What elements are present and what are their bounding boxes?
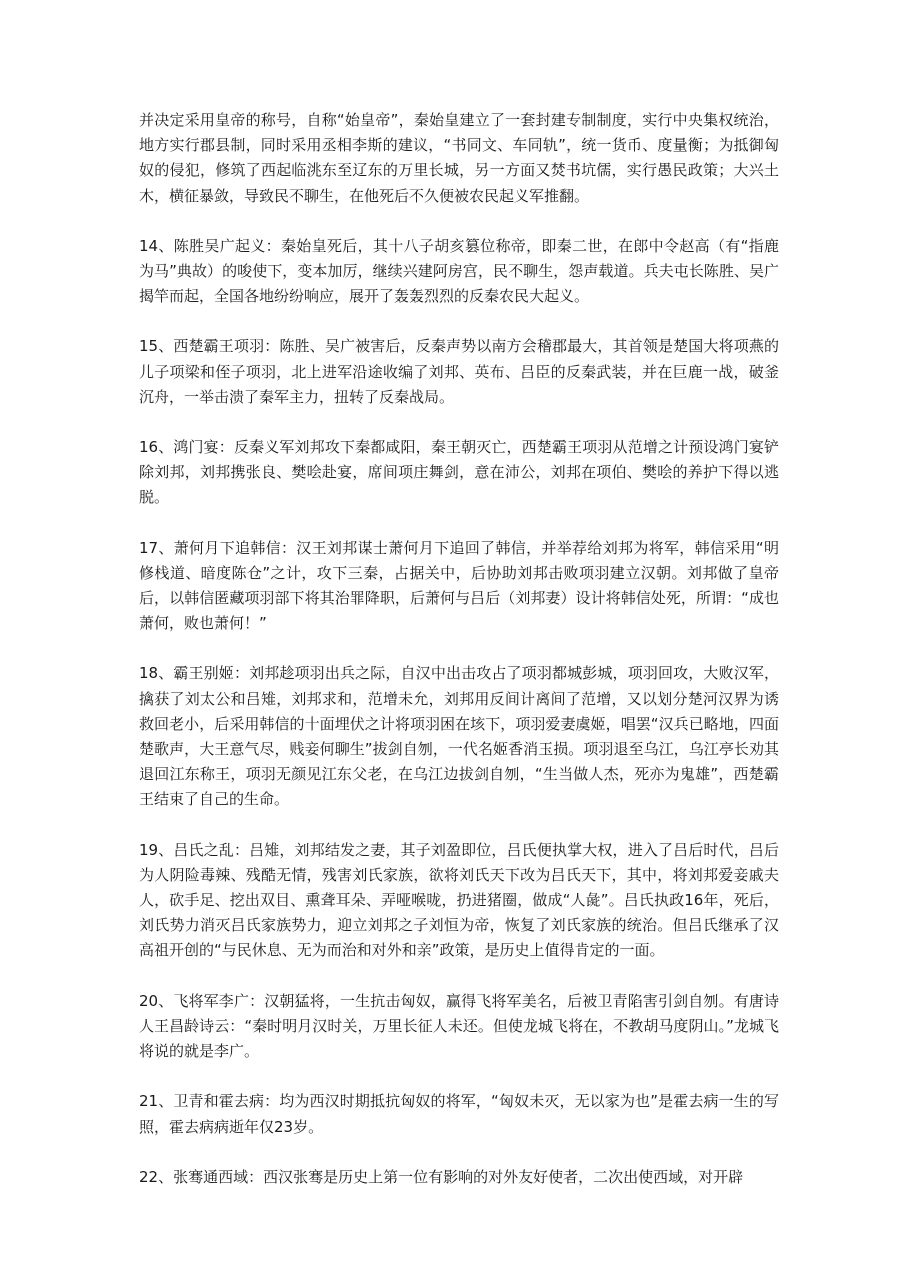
paragraph-text: 反秦义军刘邦攻下秦都咸阳，秦王朝灭亡，西楚霸王项羽从范增之计预设鸿门宴铲除刘邦，刘邦携张良、樊哙赴宴，席间项庄舞剑，意在沛公，刘邦在项伯、樊哙的养护下得以逃脱。 <box>139 438 779 507</box>
paragraph-1 <box>139 108 779 209</box>
paragraph-19 <box>139 838 779 964</box>
paragraph-title: 15、西楚霸王项羽： <box>139 337 280 356</box>
paragraph-22 <box>139 1165 779 1190</box>
paragraph-16 <box>139 435 779 511</box>
paragraph-text: 吕雉，刘邦结发之妻，其子刘盈即位，吕氏便执掌大权，进入了吕后时代，吕后为人阴险毒辣、残酷无情，残害刘氏家族，欲将刘氏天下改为吕氏天下，其中，将刘邦爱妾戚夫人，砍手足、挖出双目、熏聋耳朵、弄哑喉咙，扔进猪圈，做成“人彘”。吕氏执政16年，死后，刘氏势力消灭吕氏家族势力，迎立刘邦之子刘恒为帝，恢复了刘氏家族的统治。但吕氏继承了汉高祖开创的“与民休息、无为而治和对外和亲”政策，是历史上值得肯定的一面。 <box>139 840 779 960</box>
paragraph-title: 19、吕氏之乱： <box>139 840 250 859</box>
paragraph-21 <box>139 1089 779 1139</box>
paragraph-text: 刘邦趁项羽出兵之际，自汉中出击攻占了项羽都城彭城，项羽回攻，大败汉军，擒获了刘太公和吕雉，刘邦求和，范增未允，刘邦用反间计离间了范增，又以划分楚河汉界为诱救回老小，后采用韩信的十面埋伏之计将项羽困在垓下，项羽爱妻虞姬，唱罢“汉兵已略地，四面楚歌声，大王意气尽，贱妾何聊生”拔剑自刎，一代名姬香消玉损。项羽退至乌江，乌江亭长劝其退回江东称王，项羽无颜见江东父老，在乌江边拔剑自刎，“生当做人杰，死亦为鬼雄”，西楚霸王结束了自己的生命。 <box>139 664 779 809</box>
paragraph-text: 陈胜、吴广被害后，反秦声势以南方会稽郡最大，其首领是楚国大将项燕的儿子项梁和侄子项羽，北上进军沿途收编了刘邦、英布、吕臣的反秦武装，并在巨鹿一战，破釜沉舟，一举击溃了秦军主力，扭转了反秦战局。 <box>139 337 779 406</box>
paragraph-title: 17、萧何月下追韩信： <box>139 538 297 557</box>
paragraph-text: 秦始皇死后，其十八子胡亥篡位称帝，即秦二世，在郎中令赵高（有“指鹿为马”典故）的唆使下，变本加厉，继续兴建阿房宫，民不聊生，怨声载道。兵夫屯长陈胜、吴广揭竿而起，全国各地纷纷响应，展开了轰轰烈烈的反秦农民大起义。 <box>139 236 780 306</box>
paragraph-text: 汉王刘邦谋士萧何月下追回了韩信，并举荐给刘邦为将军，韩信采用“明修栈道、暗度陈仓”之计，攻下三秦，占据关中，后协助刘邦击败项羽建立汉朝。刘邦做了皇帝后，以韩信匿藏项羽部下将其治罪降职，后萧何与吕后（刘邦妻）设计将韩信处死，所谓：“成也萧何，败也萧何！” <box>139 538 779 633</box>
paragraph-18 <box>139 661 779 812</box>
paragraph-text: 并决定采用皇帝的称号，自称“始皇帝”，秦始皇建立了一套封建专制制度，实行中央集权统治，地方实行郡县制，同时采用丞相李斯的建议，“书同文、车同轨”，统一货币、度量衡；为抵御匈奴的侵犯，修筑了西起临洮东至辽东的万里长城，另一方面又焚书坑儒，实行愚民政策；大兴土木，横征暴敛，导致民不聊生，在他死后不久便被农民起义军推翻。 <box>139 111 779 205</box>
paragraph-title: 16、鸿门宴： <box>139 438 234 457</box>
paragraph-title: 14、陈胜吴广起义： <box>139 236 281 255</box>
paragraph-17 <box>139 536 779 637</box>
paragraph-text: 西汉张骞是历史上第一位有影响的对外友好使者，二次出使西域，对开辟 <box>263 1167 744 1186</box>
paragraph-title: 18、霸王别姬： <box>139 664 250 683</box>
paragraph-title: 20、飞将军李广： <box>139 991 265 1010</box>
paragraph-14 <box>139 234 779 310</box>
paragraph-20 <box>139 989 779 1065</box>
paragraph-text: 汉朝猛将，一生抗击匈奴，赢得飞将军美名，后被卫青陷害引剑自刎。有唐诗人王昌龄诗云：“秦时明月汉时关，万里长征人未还。但使龙城飞将在，不教胡马度阴山。”龙城飞将说的就是李广。 <box>139 991 779 1061</box>
document-body <box>139 108 779 1215</box>
paragraph-15 <box>139 334 779 410</box>
paragraph-title: 22、张骞通西域： <box>139 1167 264 1186</box>
paragraph-text: 均为西汉时期抵抗匈奴的将军，“匈奴未灭，无以家为也”是霍去病一生的写照，霍去病病逝年仅23岁。 <box>139 1092 780 1136</box>
paragraph-title: 21、卫青和霍去病： <box>139 1092 280 1111</box>
